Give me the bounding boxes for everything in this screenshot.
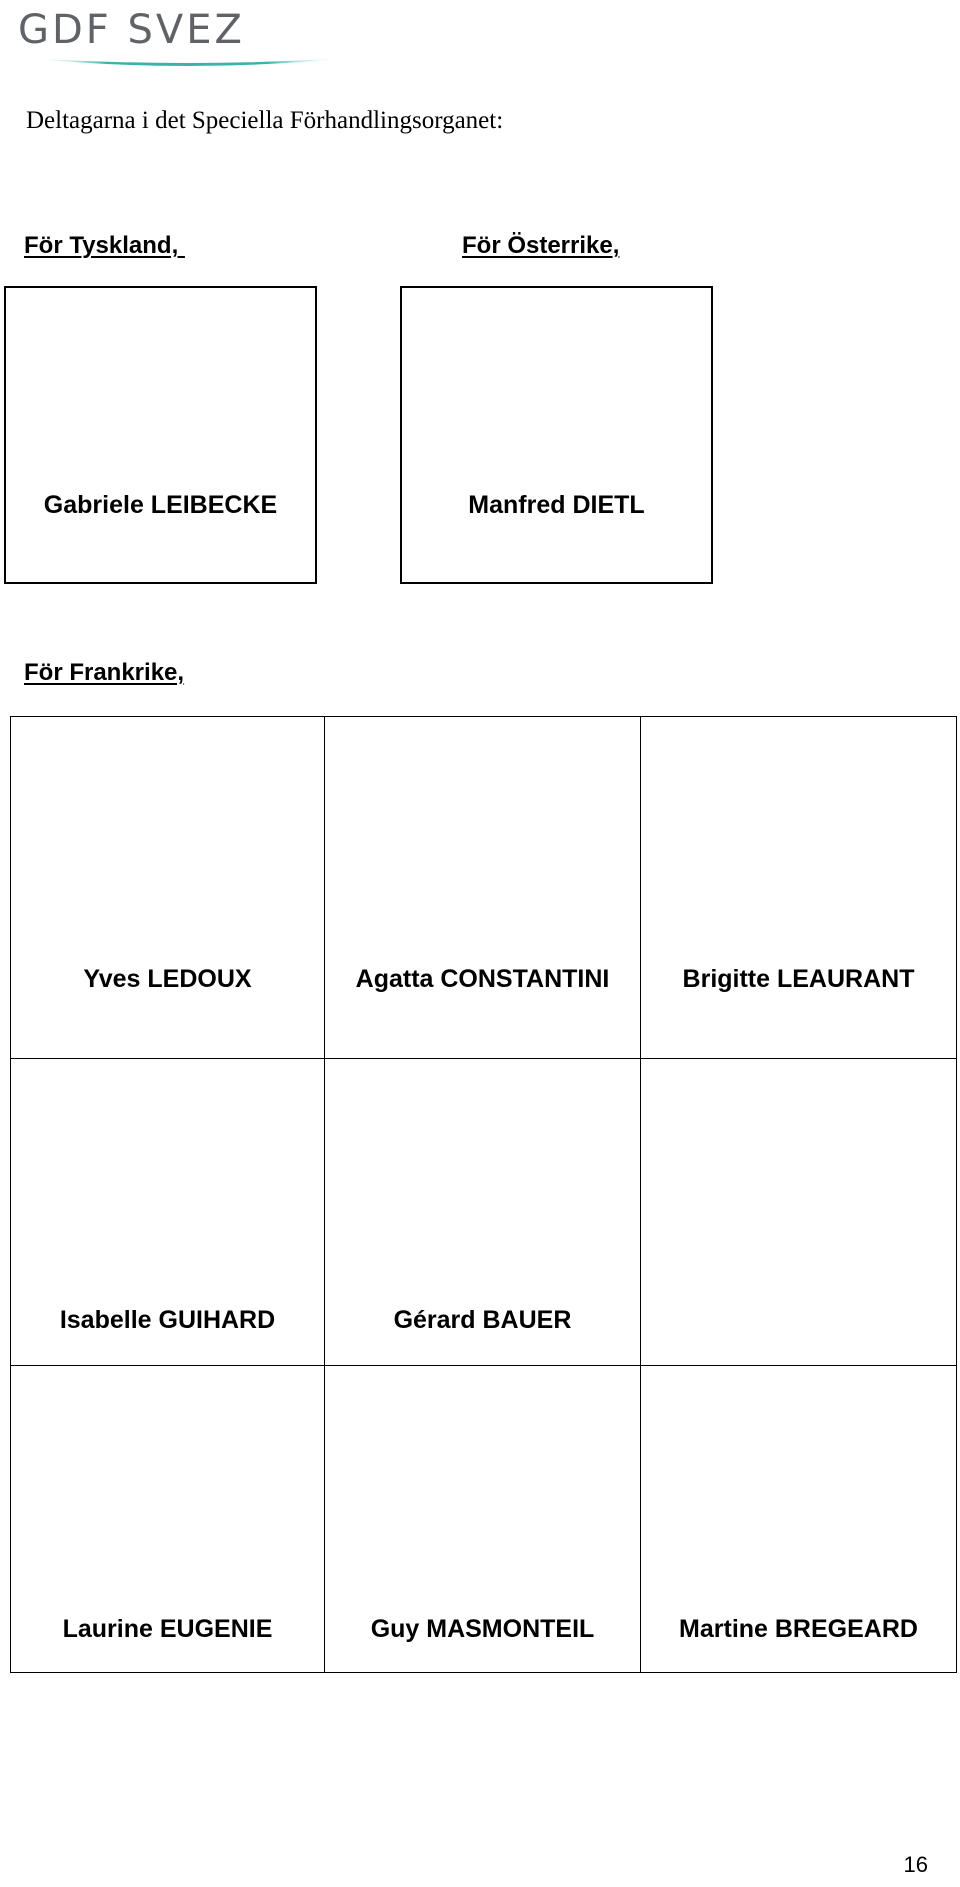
signature-box-germany [4,286,317,584]
signature-grid-france [10,716,957,1673]
signature-cell [11,717,325,1059]
document-heading: Deltagarna i det Speciella Förhandlingsorganet: [26,107,504,134]
signature-cell [11,1059,325,1366]
signatory-name: Agatta CONSTANTINI [355,965,610,993]
signatory-name: Guy MASMONTEIL [370,1615,595,1643]
signature-cell [641,717,957,1059]
section-label-germany: För Tyskland, [24,232,185,259]
signature-cell [641,1366,957,1673]
signature-row [11,717,957,1059]
company-logo [18,8,348,68]
logo-swoosh-icon [26,52,348,70]
section-label-austria: För Österrike, [462,232,620,259]
signature-cell-empty [641,1059,957,1366]
signatory-name: Laurine EUGENIE [62,1615,273,1643]
signatory-name: Brigitte LEAURANT [682,965,915,993]
signature-row [11,1059,957,1366]
signatory-name: Gabriele LEIBECKE [43,491,278,519]
signature-cell [325,717,641,1059]
section-label-france: För Frankrike, [24,659,185,686]
signature-row [11,1366,957,1673]
signatory-name: Manfred DIETL [468,491,645,519]
signatory-name: Gérard BAUER [393,1306,572,1334]
signature-cell [11,1366,325,1673]
signatory-name: Martine BREGEARD [679,1615,918,1643]
signature-box-austria [400,286,713,584]
signatory-name: Yves LEDOUX [83,965,252,993]
logo-wordmark: GDF SVEZ [18,7,245,53]
signatory-name: Isabelle GUIHARD [59,1306,276,1334]
signature-cell [325,1366,641,1673]
page-number: 16 [903,1852,928,1877]
signature-cell [325,1059,641,1366]
